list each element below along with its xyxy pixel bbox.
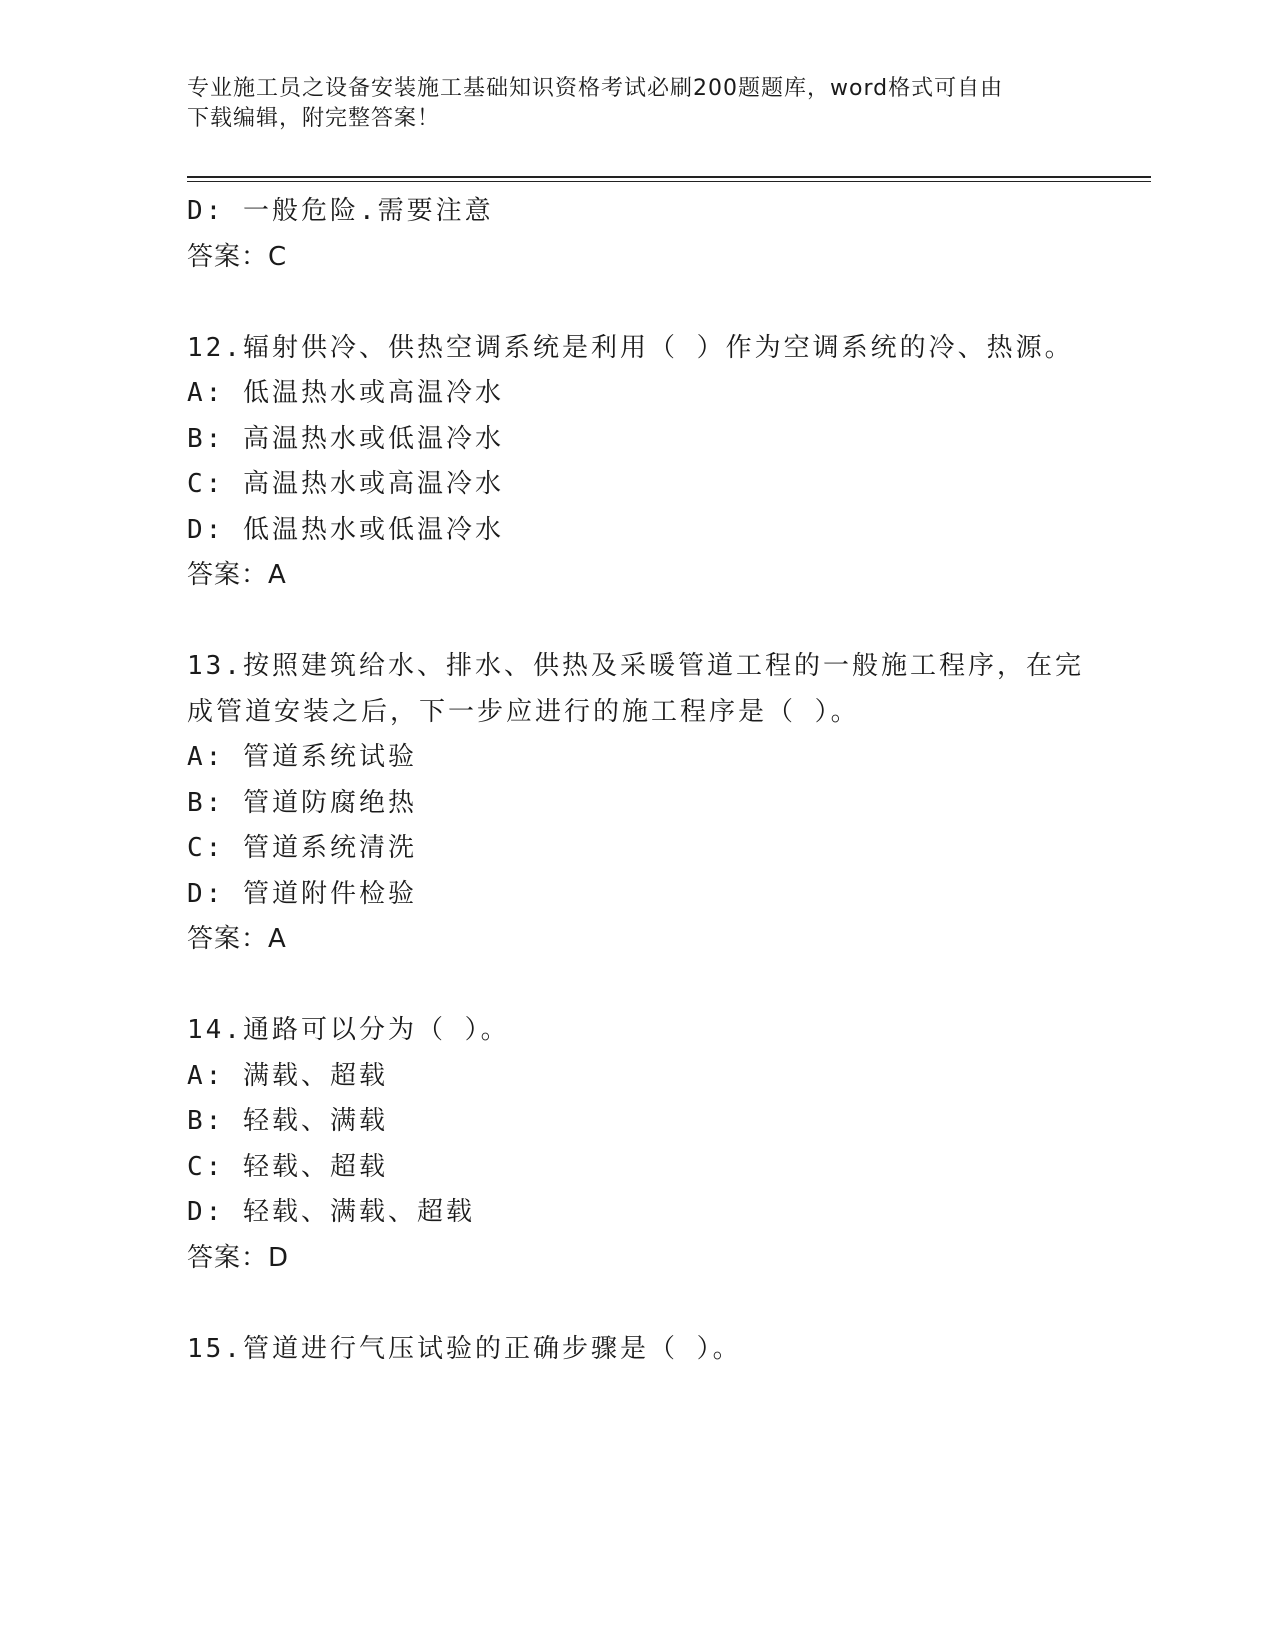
question-14: [187, 1008, 1087, 1281]
question-stem: 14.通路可以分为（ ）。: [187, 1015, 510, 1045]
question-stem: 15.管道进行气压试验的正确步骤是（ ）。: [187, 1333, 742, 1364]
header-rule-thin: [187, 181, 1151, 182]
spacer: [187, 599, 1087, 645]
spacer: [187, 963, 1087, 1009]
question-stem: 13.按照建筑给水、排水、供热及采暖管道工程的一般施工程序，在完: [187, 651, 1084, 681]
spacer: [187, 280, 1087, 326]
question-content: [187, 189, 1087, 1372]
answer: 答案：A: [187, 924, 287, 954]
spacer: [187, 1281, 1087, 1327]
option-a: A: 低温热水或高温冷水: [187, 378, 504, 408]
answer: 答案：A: [187, 560, 287, 590]
header-rule-thick: [187, 176, 1151, 178]
document-header: [187, 74, 1087, 134]
option-d: D: 低温热水或低温冷水: [187, 514, 504, 545]
option-a: A: 满载、超载: [187, 1060, 388, 1091]
answer: 答案：D: [187, 1242, 290, 1273]
option-c: C: 轻载、超载: [187, 1151, 388, 1182]
question-15: [187, 1327, 1087, 1373]
option-c: C: 高温热水或高温冷水: [187, 469, 504, 499]
option-b: B: 管道防腐绝热: [187, 787, 417, 818]
option-b: B: 高温热水或低温冷水: [187, 423, 504, 454]
option-d: D: 轻载、满载、超载: [187, 1197, 475, 1227]
option-b: B: 轻载、满载: [187, 1106, 388, 1136]
option-d: D: 管道附件检验: [187, 878, 417, 909]
carryover-option-d: D: 一般危险.需要注意: [187, 196, 494, 226]
option-a: A: 管道系统试验: [187, 742, 417, 772]
question-13: [187, 644, 1087, 963]
question-stem: 12.辐射供冷、供热空调系统是利用（ ）作为空调系统的冷、热源。: [187, 332, 1074, 363]
carryover-answer: 答案：C: [187, 241, 288, 272]
question-12: [187, 326, 1087, 599]
header-line-2: 下载编辑，附完整答案！: [187, 106, 441, 131]
option-c: C: 管道系统清洗: [187, 833, 417, 863]
question-stem-continued: 成管道安装之后，下一步应进行的施工程序是（ ）。: [187, 696, 860, 727]
header-line-1: 专业施工员之设备安装施工基础知识资格考试必刷200题题库，word格式可自由: [187, 76, 1004, 101]
